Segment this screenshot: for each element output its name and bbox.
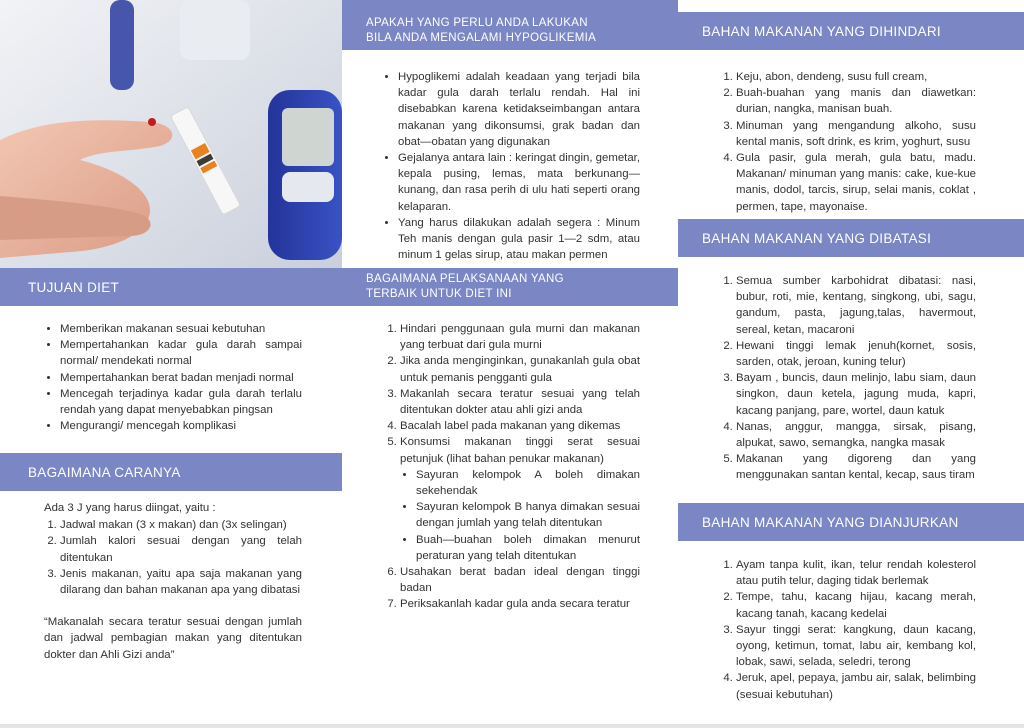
hypoglikemia-title: APAKAH YANG PERLU ANDA LAKUKAN BILA ANDA MENGALAMI HYPOGLIKEMIA [366, 17, 597, 44]
hypoglikemia-list [382, 69, 640, 263]
list-item: 1. Semua sumber karbohidrat dibatasi: nasi, bubur, roti, mie, kentang, singkong, ubi, sagu, gandum, pasta, jagung,talas, havermout, sereal, ketan, macaroni [736, 273, 976, 338]
list-item: 3. Minuman yang mengandung alkoho, susu kental manis, soft drink, es krim, yoghurt, susu [736, 118, 976, 150]
list-item: • Mencegah terjadinya kadar gula darah terlalu rendah yang dapat menyebabkan pingsan [60, 386, 302, 418]
list-item: 2. Jika anda menginginkan, gunakanlah gula obat untuk pemanis pengganti gula [400, 353, 640, 385]
tujuan-diet-list [44, 321, 302, 434]
dianjurkan-title: BAHAN MAKANAN YANG DIANJURKAN [702, 514, 959, 530]
dihindari-heading [678, 12, 1024, 50]
hypoglikemia-block [382, 69, 640, 263]
list-item: • Memberikan makanan sesuai kebutuhan [60, 321, 302, 337]
list-item: 6. Usahakan berat badan ideal dengan tinggi badan [400, 564, 640, 596]
tujuan-diet-heading [0, 268, 342, 306]
tujuan-diet-title: TUJUAN DIET [28, 279, 120, 295]
list-item: • Mempertahankan berat badan menjadi normal [60, 370, 302, 386]
sub-list-item: • Sayuran kelompok A boleh dimakan sekehendak [416, 467, 640, 499]
pelaksanaan-block [382, 321, 640, 613]
list-item: 1. Ayam tanpa kulit, ikan, telur rendah kolesterol atau putih telur, daging tidak berlemak [736, 557, 976, 589]
list-item: 3. Sayur tinggi serat: kangkung, daun kacang, oyong, ketimun, tomat, labu air, kembang kol, lobak, sawi, selada, seledri, terong [736, 622, 976, 671]
dibatasi-block [718, 273, 976, 484]
glucose-test-photo [0, 0, 342, 268]
list-item: 1. Hindari penggunaan gula murni dan makanan yang terbuat dari gula murni [400, 321, 640, 353]
list-item: • Gejalanya antara lain : keringat dingin, gemetar, kepala pusing, lemas, mata berkunang—kunang, dan rasa perih di ulu hati seperti orang kelaparan. [398, 150, 640, 215]
list-item: • Hypoglikemi adalah keadaan yang terjadi bila kadar gula darah terlalu rendah. Hal ini disebabkan karena ketidakseimbangan antara makanan yang dikonsumsi, grak badan dan obat—obatan yang digunakan [398, 69, 640, 150]
list-item [400, 434, 640, 564]
dihindari-list [718, 69, 976, 215]
list-item: 3. Makanlah secara teratur sesuai yang telah ditentukan dokter atau ahli gizi anda [400, 386, 640, 418]
list-item: 3. Bayam , buncis, daun melinjo, labu siam, daun singkon, daun ketela, jagung muda, kapri, kacang panjang, pare, wortel, daun katuk [736, 370, 976, 419]
glucose-test-illustration [0, 0, 342, 268]
pelaksanaan-heading [342, 268, 678, 306]
list-item: 1. Jadwal makan (3 x makan) dan (3x selingan) [60, 517, 302, 533]
caranya-intro: Ada 3 J yang harus diingat, yaitu : [44, 502, 216, 514]
dihindari-block [718, 69, 976, 215]
serat-sublist [400, 467, 640, 564]
dianjurkan-heading [678, 503, 1024, 541]
list-item: 4. Gula pasir, gula merah, gula batu, madu. Makanan/ minuman yang manis: cake, kue-kue manis, dodol, tarcis, sirup, selai manis, coklat , permen, tape, mayonaise. [736, 150, 976, 215]
list-item: 4. Jeruk, apel, pepaya, jambu air, salak, belimbing (sesuai kebutuhan) [736, 670, 976, 702]
quote-text: “Makanalah secara teratur sesuai dengan jumlah dan jadwal pembagian makan yang ditentukan dokter dan Ahli Gizi anda” [44, 616, 302, 661]
sub-list-item: • Buah—buahan boleh dimakan menurut peraturan yang telah ditentukan [416, 532, 640, 564]
sub-list-item: • Sayuran kelompok B hanya dimakan sesuai dengan jumlah yang telah ditentukan [416, 499, 640, 531]
list-item: 3. Jenis makanan, yaitu apa saja makanan yang dilarang dan bahan makanan apa yang dibatasi [60, 566, 302, 598]
dibatasi-title: BAHAN MAKANAN YANG DIBATASI [702, 230, 932, 246]
pelaksanaan-title: BAGAIMANA PELAKSANAAN YANG TERBAIK UNTUK DIET INI [366, 273, 564, 300]
caranya-block [44, 500, 302, 663]
list-item: 1. Keju, abon, dendeng, susu full cream, [736, 69, 976, 85]
list-item-text: Konsumsi makanan tinggi serat sesuai petunjuk (lihat bahan penukar makanan) [400, 436, 640, 465]
dianjurkan-block [718, 557, 976, 703]
list-item: 2. Buah-buahan yang manis dan diawetkan: durian, nangka, manisan buah. [736, 85, 976, 117]
tujuan-diet-list-block [44, 321, 302, 434]
hypoglikemia-heading [342, 0, 678, 50]
dibatasi-list [718, 273, 976, 484]
dihindari-title: BAHAN MAKANAN YANG DIHINDARI [702, 23, 941, 39]
dibatasi-heading [678, 219, 1024, 257]
list-item: 2. Hewani tinggi lemak jenuh(kornet, sosis, sarden, otak, jeroan, kuning telur) [736, 338, 976, 370]
list-item: 4. Nanas, anggur, mangga, sirsak, pisang, alpukat, sawo, semangka, nangka masak [736, 419, 976, 451]
list-item: 5. Makanan yang digoreng dan yang menggunakan santan kental, kecap, saus tiram [736, 451, 976, 483]
bagaimana-caranya-title: BAGAIMANA CARANYA [28, 464, 181, 480]
list-item: • Mengurangi/ mencegah komplikasi [60, 418, 302, 434]
list-item: • Mempertahankan kadar gula darah sampai normal/ mendekati normal [60, 337, 302, 369]
bagaimana-caranya-heading [0, 453, 342, 491]
list-item: 2. Jumlah kalori sesuai dengan yang telah ditentukan [60, 533, 302, 565]
caranya-list [44, 517, 302, 598]
pelaksanaan-list [382, 321, 640, 613]
dianjurkan-list [718, 557, 976, 703]
list-item: • Yang harus dilakukan adalah segera : Minum Teh manis dengan gula pasir 1—2 sdm, atau minum 1 gelas sirup, atau makan permen [398, 215, 640, 264]
bottom-divider [0, 724, 1024, 728]
list-item: 7. Periksakanlah kadar gula anda secara teratur [400, 596, 640, 612]
list-item: 4. Bacalah label pada makanan yang dikemas [400, 418, 640, 434]
list-item: 2. Tempe, tahu, kacang hijau, kacang merah, kacang tanah, kacang kedelai [736, 589, 976, 621]
